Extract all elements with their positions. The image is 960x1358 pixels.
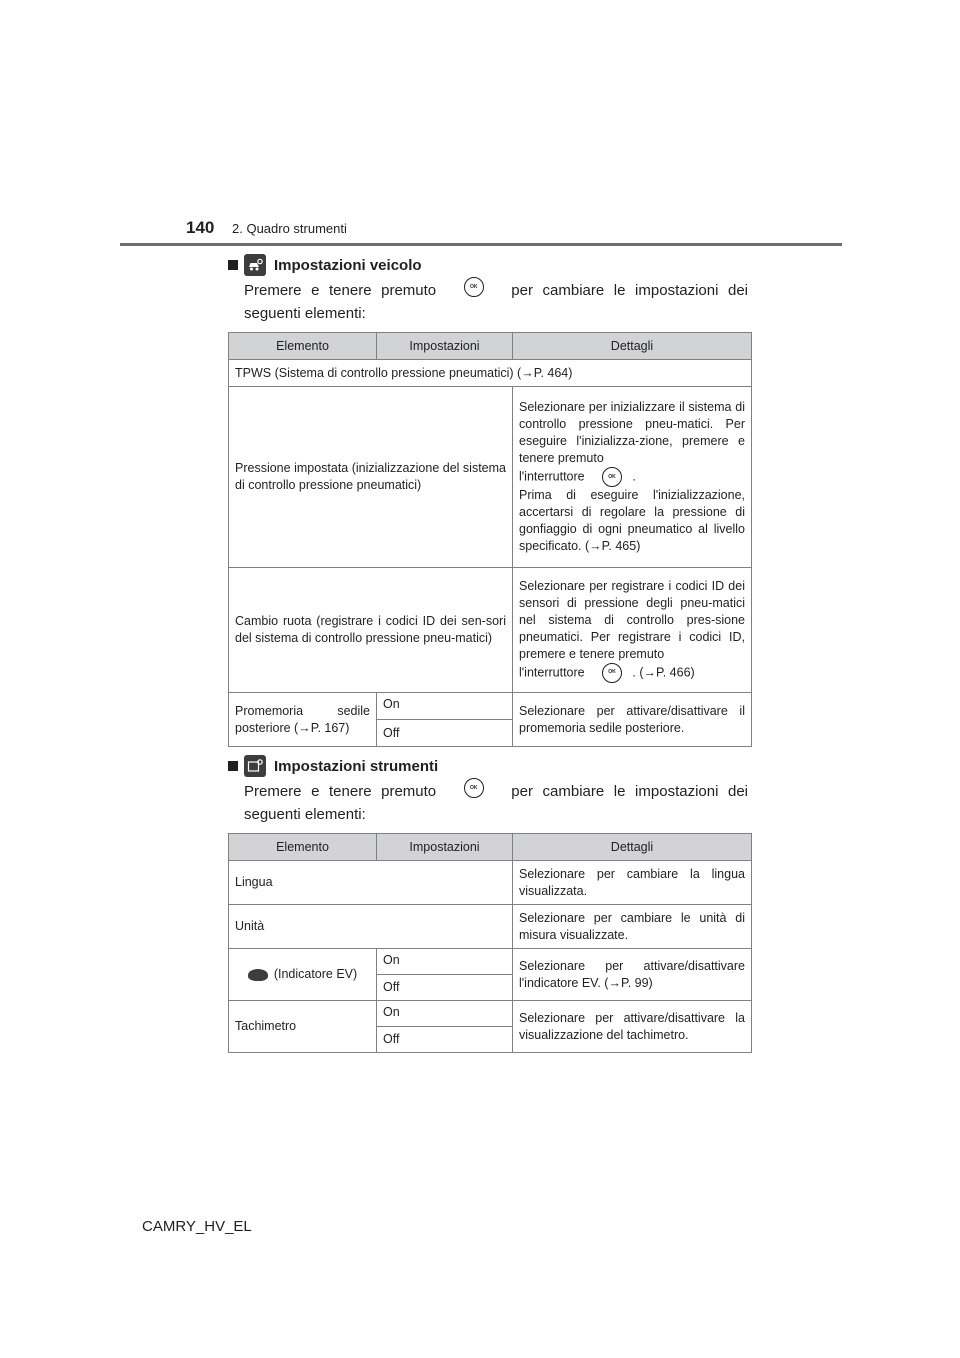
speedometer-details: Selezionare per attivare/disattivare la visualizzazione del tachimetro. [513,1001,752,1053]
language-details: Selezionare per cambiare la lingua visualizzata. [513,861,752,905]
pressure-item: Pressione impostata (inizializzazione del sistema di controllo pressione pneumatici) [229,387,513,568]
meter-settings-table [228,833,752,1053]
column-header-details: Dettagli [513,333,752,360]
meter-settings-icon [244,755,266,777]
ok-button-icon: OK [464,277,484,297]
ok-button-icon: OK [602,467,622,487]
setting-on: On [377,1001,513,1027]
setting-off: Off [377,720,513,747]
column-header-details: Dettagli [513,834,752,861]
column-header-settings: Impostazioni [377,834,513,861]
header-rule [120,243,842,246]
section-vehicle-settings-title [228,254,422,276]
rear-seat-reminder-details: Selezionare per attivare/disattivare il promemoria sedile posteriore. [513,693,752,747]
wheel-change-item: Cambio ruota (registrare i codici ID dei sen-sori del sistema di controllo pressione pneu-matici) [229,568,513,693]
ok-button-icon: OK [464,778,484,798]
setting-off: Off [377,1027,513,1053]
language-item: Lingua [229,861,513,905]
setting-on: On [377,949,513,975]
ok-button-icon: OK [602,663,622,683]
section-vehicle-settings-intro: Premere e tenere premuto OK per cambiare le impostazioni dei seguenti elementi: [244,279,748,325]
vehicle-settings-table [228,332,752,747]
tpws-row: TPWS (Sistema di controllo pressione pneumatici) (→P. 464) [229,360,752,387]
page-number: 140 [186,218,215,237]
rear-seat-reminder-item: Promemoria sedile posteriore (→P. 167) [229,693,377,747]
section-title-text: Impostazioni veicolo [274,256,422,274]
vehicle-settings-icon [244,254,266,276]
bullet-square [228,260,238,270]
pressure-details: Selezionare per inizializzare il sistema di controllo pressione pneu-matici. Per eseguire l'inizializza-zione, premere e tenere premuto l'interruttore OK . Prima di eseguire l'inizializzazione, accertarsi di regolare la pressione di gonfiaggio di ogni pneumatico al livello specificato. (→P. 465) [513,387,752,568]
setting-on: On [377,693,513,720]
units-item: Unità [229,905,513,949]
wheel-change-details: Selezionare per registrare i codici ID dei sensori di pressione degli pneu-matici nel sistema di controllo pres-sione pneumatici. Per registrare i codici ID, premere e tenere premuto l'interruttore OK . (→P. 466) [513,568,752,693]
column-header-settings: Impostazioni [377,333,513,360]
speedometer-item: Tachimetro [229,1001,377,1053]
ev-indicator-item: (Indicatore EV) [229,949,377,1001]
document-code: CAMRY_HV_EL [142,1218,252,1235]
ev-indicator-icon [248,969,268,981]
section-meter-settings-intro: Premere e tenere premuto OK per cambiare le impostazioni dei seguenti elementi: [244,780,748,826]
ev-indicator-details: Selezionare per attivare/disattivare l'indicatore EV. (→P. 99) [513,949,752,1001]
column-header-item: Elemento [229,333,377,360]
chapter-title: 2. Quadro strumenti [232,221,347,236]
column-header-item: Elemento [229,834,377,861]
units-details: Selezionare per cambiare le unità di misura visualizzate. [513,905,752,949]
setting-off: Off [377,975,513,1001]
section-title-text: Impostazioni strumenti [274,757,439,775]
section-meter-settings-title [228,755,438,777]
bullet-square [228,761,238,771]
